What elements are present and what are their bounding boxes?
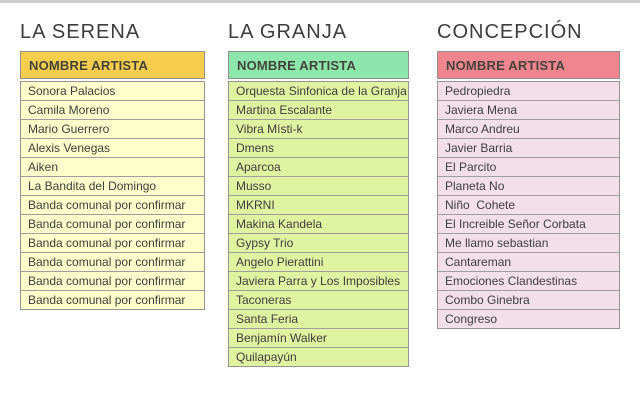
artist-row: Marco Andreu [438, 119, 619, 138]
city-title: CONCEPCIÓN [437, 21, 583, 43]
city-title: LA SERENA [20, 21, 141, 43]
artist-row: Mario Guerrero [21, 119, 204, 138]
artist-row: Quilapayún [229, 347, 408, 366]
city-title: LA GRANJA [228, 21, 348, 43]
artist-row: Camila Moreno [21, 100, 204, 119]
artist-row: Javiera Mena [438, 100, 619, 119]
artist-row: Taconeras [229, 290, 408, 309]
table-body [20, 81, 205, 310]
artist-row: Gypsy Trio [229, 233, 408, 252]
artist-row: Banda comunal por confirmar [21, 195, 204, 214]
artist-row: Musso [229, 176, 408, 195]
artist-row: Sonora Palacios [28, 84, 116, 98]
artist-row: Orquesta Sinfonica de la Granja [236, 84, 407, 98]
artist-row: Javier Barria [438, 138, 619, 157]
artist-row: Santa Feria [229, 309, 408, 328]
artist-row: Dmens [229, 138, 408, 157]
artist-row: Me llamo sebastian [438, 233, 619, 252]
artist-row: Aiken [21, 157, 204, 176]
column-la-granja [228, 0, 409, 367]
artist-row: Pedropiedra [445, 84, 511, 98]
artist-row: Angelo Pierattini [229, 252, 408, 271]
artist-row: Cantareman [438, 252, 619, 271]
artist-row: MKRNI [229, 195, 408, 214]
artist-row: Banda comunal por confirmar [21, 252, 204, 271]
artist-row: Planeta No [438, 176, 619, 195]
artist-row: Banda comunal por confirmar [21, 290, 204, 309]
artist-row: Banda comunal por confirmar [21, 233, 204, 252]
artist-row: Martina Escalante [229, 100, 408, 119]
table-body [228, 81, 409, 367]
artist-row: Aparcoa [229, 157, 408, 176]
artist-row: Javiera Parra y Los Imposibles [229, 271, 408, 290]
column-concepcion [437, 0, 620, 329]
artist-row: Banda comunal por confirmar [21, 214, 204, 233]
artist-row: Alexis Venegas [21, 138, 204, 157]
artist-table [20, 51, 205, 310]
artist-row: Congreso [438, 309, 619, 328]
table-body [437, 81, 620, 329]
artist-row: Niño Cohete [438, 195, 619, 214]
table-header: NOMBRE ARTISTA [228, 51, 409, 79]
table-header: NOMBRE ARTISTA [20, 51, 205, 79]
artist-row: Banda comunal por confirmar [21, 271, 204, 290]
artist-row: El Parcito [438, 157, 619, 176]
artist-row: Benjamín Walker [229, 328, 408, 347]
table-header: NOMBRE ARTISTA [437, 51, 620, 79]
artist-row: Vibra Místi-k [229, 119, 408, 138]
artist-row: El Increible Señor Corbata [438, 214, 619, 233]
artist-table [228, 51, 409, 367]
artist-row: La Bandita del Domingo [21, 176, 204, 195]
artist-row: Combo Ginebra [438, 290, 619, 309]
artist-table [437, 51, 620, 329]
artist-row: Makina Kandela [229, 214, 408, 233]
artist-row: Emociones Clandestinas [438, 271, 619, 290]
column-la-serena [20, 0, 205, 310]
